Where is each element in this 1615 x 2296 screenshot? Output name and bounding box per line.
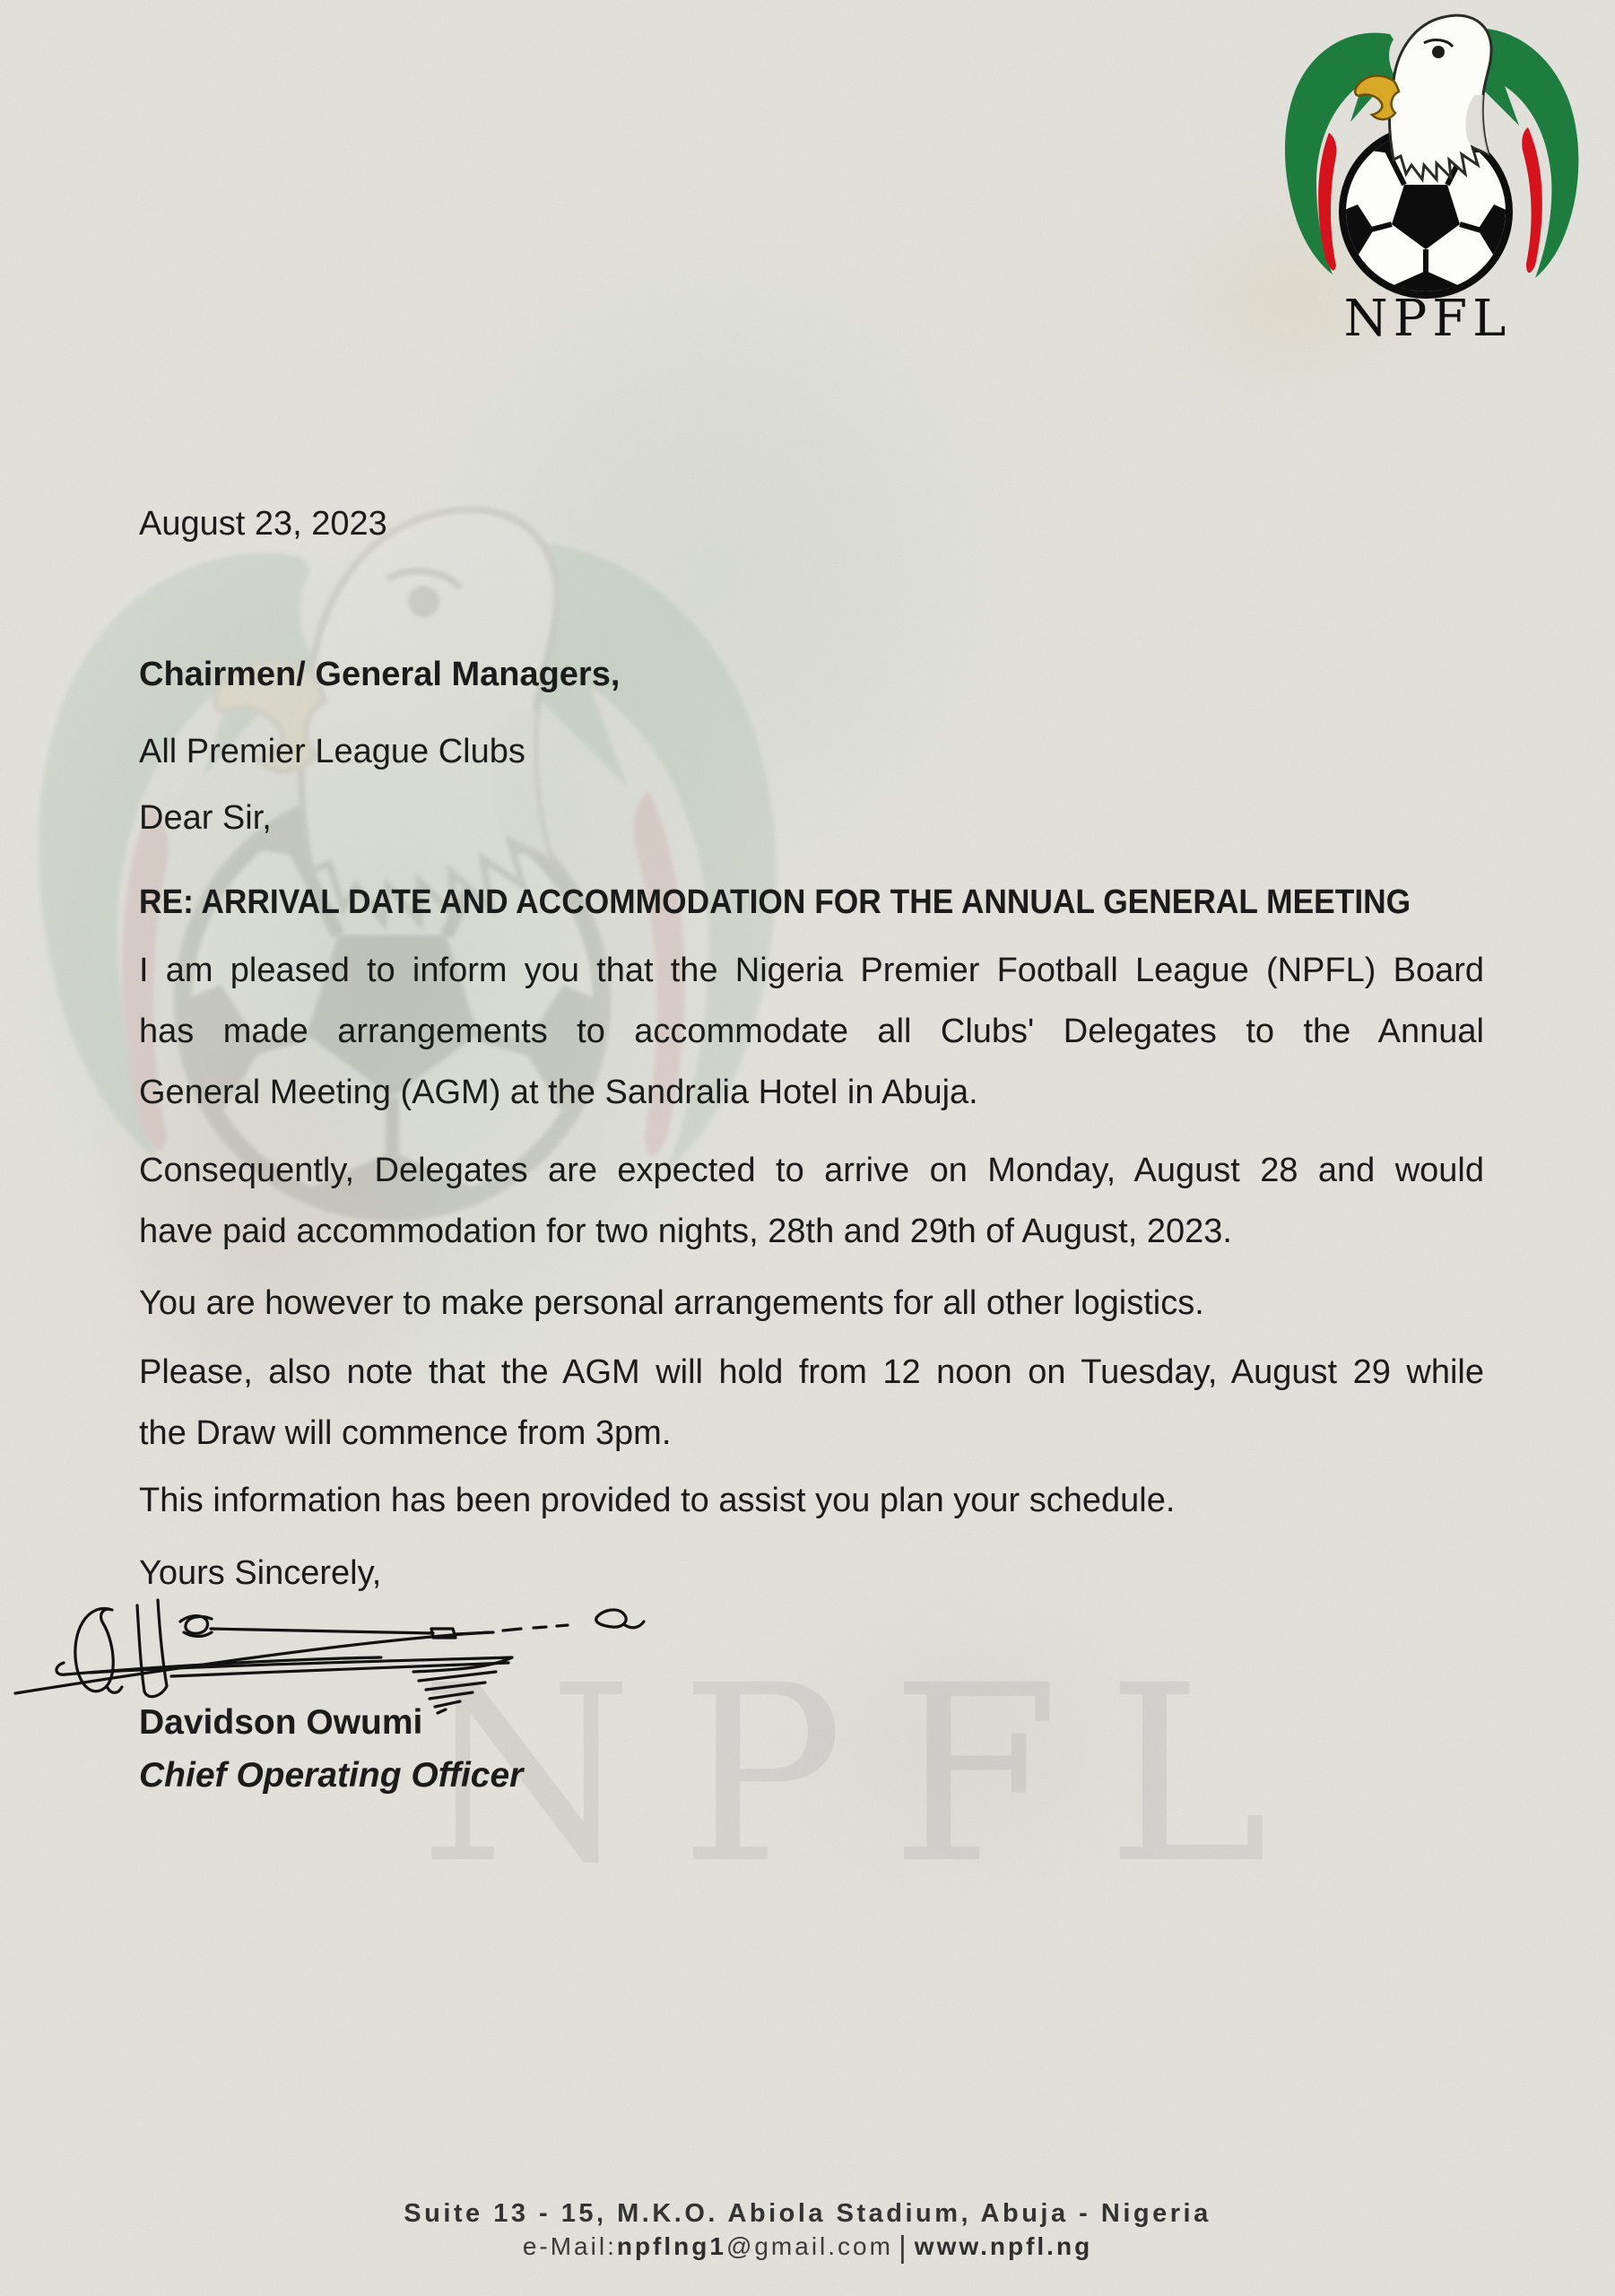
npfl-logo <box>1254 5 1603 346</box>
npfl-crest-icon <box>1285 15 1578 319</box>
email-label: e-Mail: <box>522 2232 617 2260</box>
closing: Yours Sincerely, <box>139 1554 382 1592</box>
subject-line: RE: ARRIVAL DATE AND ACCOMMODATION FOR THE ANNUAL GENERAL MEETING <box>139 883 1411 921</box>
email-user: npflng1 <box>616 2232 726 2260</box>
website-text: www.npfl.ng <box>914 2232 1093 2260</box>
paragraph-5: This information has been provided to assist you plan your schedule. <box>139 1482 1176 1519</box>
footer-divider: | <box>898 2231 909 2265</box>
signatory-name: Davidson Owumi <box>139 1703 423 1742</box>
signature-scribble <box>4 1586 650 1720</box>
paragraph-3: You are however to make personal arrangements for all other logistics. <box>139 1284 1204 1322</box>
recipient-line-2: All Premier League Clubs <box>139 733 525 770</box>
paragraph-2: Consequently, Delegates are expected to arrive on Monday, August 28 and would have paid accommodation for two nights, 28th and 29th of August, 2023. <box>139 1152 1484 1250</box>
email-domain: @gmail.com <box>725 2232 893 2260</box>
paragraph-1: I am pleased to inform you that the Nigeria Premier Football League (NPFL) Board has made arrangements to accommodate all Clubs' Delegates to the Annual General Meeting (AGM) at the Sandralia Hotel in Abuja. <box>139 952 1484 1111</box>
logo-abbr-text: NPFL <box>1343 290 1512 346</box>
salutation: Dear Sir, <box>139 799 272 837</box>
letter-date: August 23, 2023 <box>139 505 387 543</box>
footer-contact <box>0 2231 1615 2264</box>
paragraph-4: Please, also note that the AGM will hold from 12 noon on Tuesday, August 29 while the Draw will commence from 3pm. <box>139 1353 1484 1452</box>
npfl-text-watermark: NPFL <box>420 1634 1315 1918</box>
signatory-title: Chief Operating Officer <box>139 1756 524 1795</box>
footer-address: Suite 13 - 15, M.K.O. Abiola Stadium, Abuja - Nigeria <box>404 2199 1211 2228</box>
recipient-line-1: Chairmen/ General Managers, <box>139 656 621 693</box>
